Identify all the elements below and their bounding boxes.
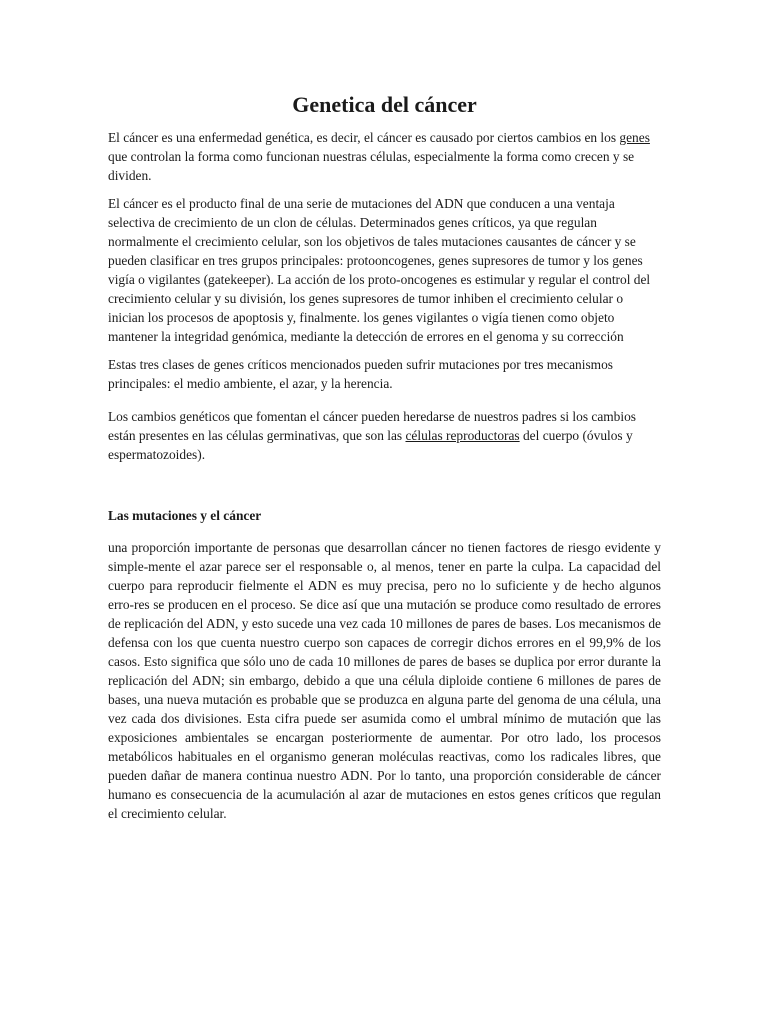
document-title: Genetica del cáncer	[292, 92, 477, 117]
paragraph-intro	[108, 128, 661, 185]
paragraph-intro-text-start: El cáncer es una enfermedad genética, es decir, el cáncer es causado por ciertos cambios en los	[108, 130, 620, 145]
paragraph-heredity-text-end: del cuerpo (óvulos y espermatozoides).	[108, 428, 633, 462]
section-heading-mutaciones: Las mutaciones y el cáncer	[108, 508, 262, 523]
paragraph-mechanisms: Estas tres clases de genes críticos mencionados pueden sufrir mutaciones por tres mecanismos principales: el medio ambiente, el azar, y la herencia.	[108, 357, 613, 391]
paragraph-heredity	[108, 407, 661, 464]
paragraph-mutations-adn: El cáncer es el producto final de una serie de mutaciones del ADN que conducen a una ventaja selectiva de crecimiento de un clon de células. Determinados genes críticos, ya que regulan normalmente el crecimiento celular, son los objetivos de tales mutaciones causantes de cáncer y se pueden clasificar en tres grupos principales: protooncogenes, genes supresores de tumor y los genes vigía o vigilantes (gatekeeper). La acción de los proto-oncogenes es estimular y regular el control del crecimiento celular y su división, los genes supresores de tumor inhiben el crecimiento celular o inician los procesos de apoptosis y, finalmente. los genes vigilantes o vigía tienen como objeto mantener la integridad genómica, mediante la detección de errores en el genoma y su corrección	[108, 196, 651, 344]
paragraph-mutaciones-azar: una proporción importante de personas que desarrollan cáncer no tienen factores de riesgo evidente y simple-mente el azar parece ser el responsable o, al menos, tener en parte la culpa. La capacidad del cuerpo para reproducir fielmente el ADN es muy precisa, pero no lo suficiente y de hecho algunos erro-res se producen en el proceso. Se dice así que una mutación se produce como resultado de errores de replicación del ADN, y esto sucede una vez cada 10 millones de pares de bases. Los mecanismos de defensa con los que cuenta nuestro cuerpo son capaces de corregir dichos errores en el 99,9% de los casos. Esto significa que sólo uno de cada 10 millones de pares de bases se duplica por error durante la replicación del ADN; sin embargo, debido a que una célula diploide contiene 6 millones de pares de bases, una nueva mutación es probable que se produzca en alguna parte del genoma de una célula, una vez cada dos divisiones. Esta cifra puede ser asumida como el umbral mínimo de mutación que las exposiciones ambientales se encargan posteriormente de aumentar. Por otro lado, los procesos metabólicos habituales en el organismo generan moléculas reactivas, como los radicales libres, que pueden dañar de manera continua nuestro ADN. Por lo tanto, una proporción considerable de cáncer humano es consecuencia de la acumulación al azar de mutaciones en estos genes críticos que regulan el crecimiento celular.	[108, 540, 661, 821]
paragraph-intro-text-end: que controlan la forma como funcionan nuestras células, especialmente la forma como crecen y se dividen.	[108, 149, 635, 183]
celulas-reproductoras-link[interactable]: células reproductoras	[405, 428, 520, 443]
genes-link[interactable]: genes	[619, 130, 650, 145]
document-page	[108, 92, 661, 832]
paragraph-heredity-text-start: Los cambios genéticos que fomentan el cáncer pueden heredarse de nuestros padres si los cambios están presentes en las células germinativas, que son las	[108, 409, 637, 443]
